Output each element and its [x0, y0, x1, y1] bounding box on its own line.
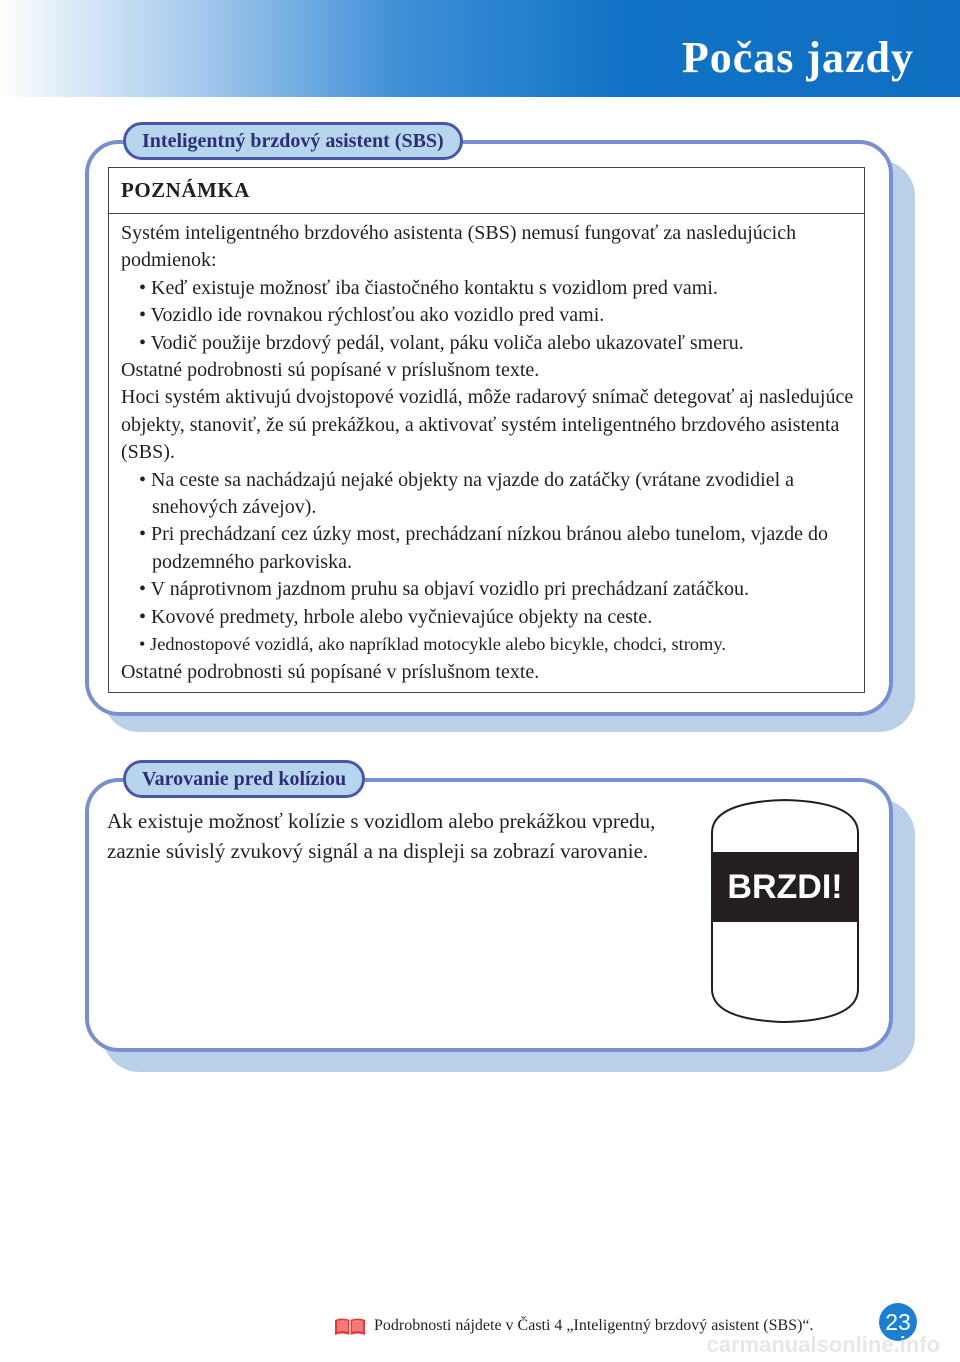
book-icon [334, 1316, 366, 1336]
note-bullet: • Vozidlo ide rovnakou rýchlosťou ako vozidlo pred vami. [139, 304, 605, 327]
note-paragraph: Hoci systém aktivujú dvojstopové vozidlá, môže radarový snímač detegovať aj nasledujúce objekty, stanoviť, že sú prekážkou, a aktivovať systém inteligentného brzdového asistenta (SBS). [121, 386, 854, 464]
display-warning-label: BRZDI! [727, 868, 843, 906]
note-box [108, 167, 865, 693]
note-body [109, 214, 864, 686]
footer-reference-text: Podrobnosti nájdete v Časti 4 „Inteligentný brzdový asistent (SBS)“. [374, 1317, 814, 1334]
note-bullet: • Pri prechádzaní cez úzky most, prechádzaní nízkou bránou alebo tunelom, vjazde do podzemného parkoviska. [139, 523, 828, 573]
warning-description: Ak existuje možnosť kolízie s vozidlom alebo prekážkou vpredu, zaznie súvislý zvukový signál a na displeji sa zobrazí varovanie. [107, 809, 656, 863]
note-bullet: • Na ceste sa nachádzajú nejaké objekty na vjazde do zatáčky (vrátane zvodidiel a snehových závejov). [139, 468, 795, 519]
note-bullet: • Vodič použije brzdový pedál, volant, páku voliča alebo ukazovateľ smeru. [139, 331, 744, 354]
note-bullet: • Keď existuje možnosť iba čiastočného kontaktu s vozidlom pred vami. [139, 276, 718, 299]
note-bullet: • V náprotivnom jazdnom pruhu sa objaví vozidlo pri prechádzaní zatáčkou. [139, 578, 749, 601]
note-paragraph: Ostatné podrobnosti sú popísané v príslušnom texte. [121, 660, 540, 683]
note-bullet: • Kovové predmety, hrbole alebo vyčnievajúce objekty na ceste. [139, 605, 653, 628]
display-illustration [710, 797, 860, 1025]
warning-display [710, 797, 860, 1025]
note-paragraph: Systém inteligentného brzdového asistenta (SBS) nemusí fungovať za nasledujúcich podmienok: [121, 222, 797, 272]
page-header [0, 0, 960, 97]
page-title: Počas jazdy [681, 33, 914, 82]
warning-section-tab: Varovanie pred kolíziou [123, 760, 365, 798]
sbs-section-tab: Inteligentný brzdový asistent (SBS) [123, 122, 463, 160]
note-bullet: • Jednostopové vozidlá, ako napríklad motocykle alebo bicykle, chodci, stromy. [139, 634, 726, 655]
page-number: 23 [879, 1303, 917, 1341]
watermark: carmanualsonline.info [706, 1332, 940, 1357]
note-title: POZNÁMKA [109, 168, 864, 214]
note-paragraph: Ostatné podrobnosti sú popísané v príslušnom texte. [121, 359, 540, 382]
